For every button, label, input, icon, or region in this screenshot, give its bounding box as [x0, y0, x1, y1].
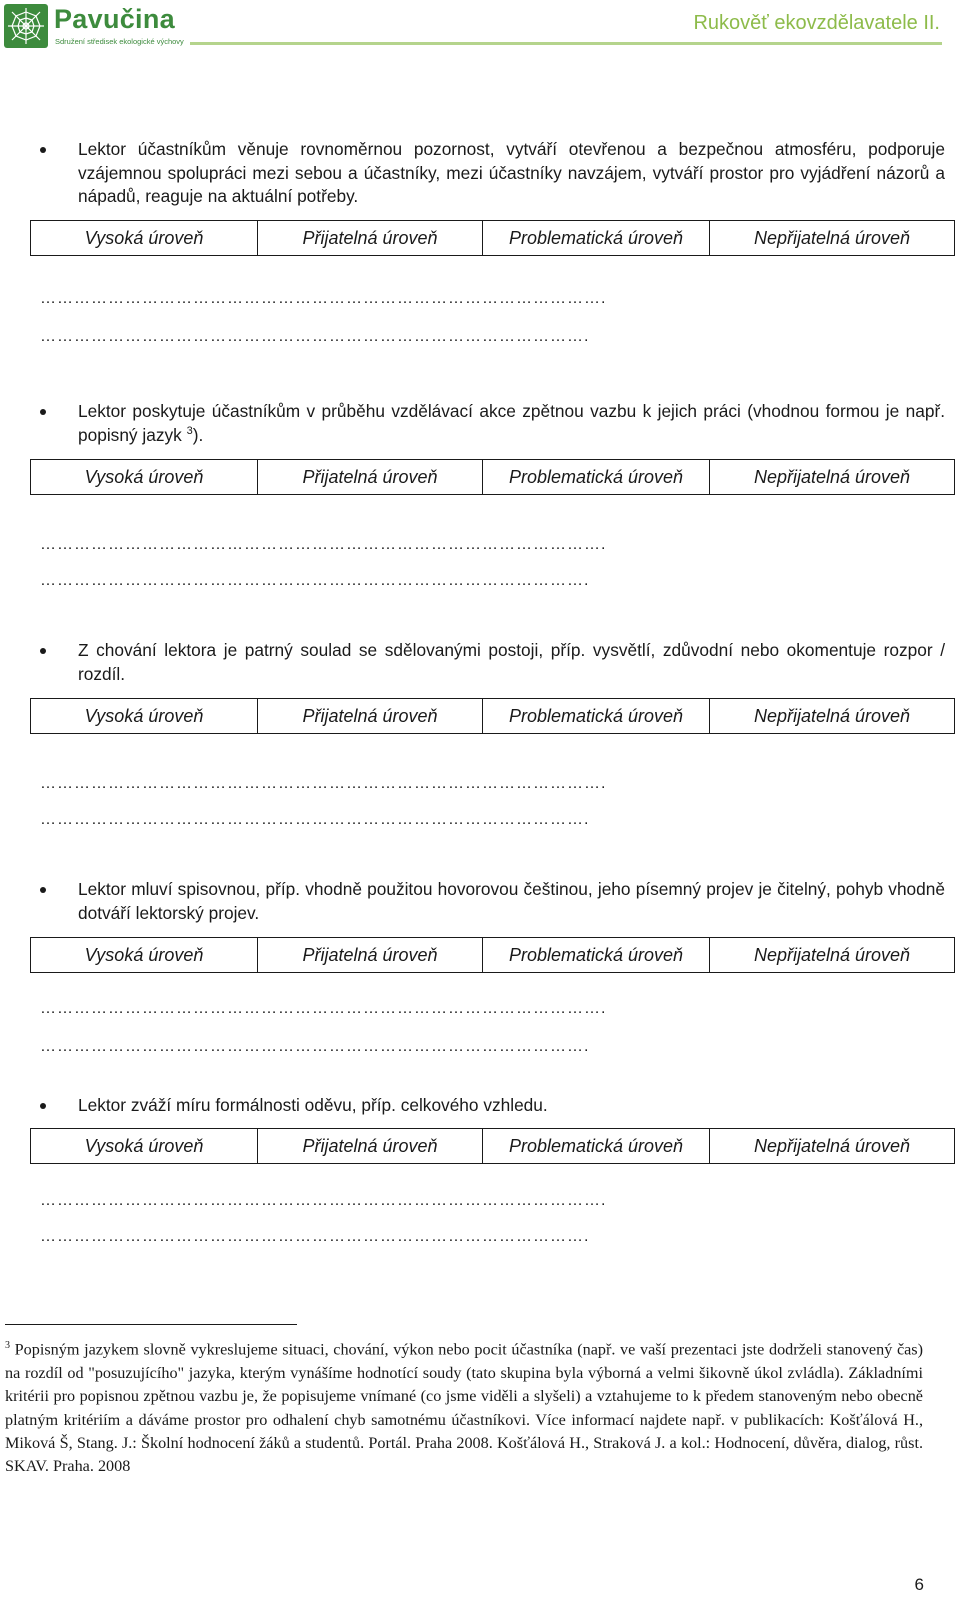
notes-line[interactable]: ………………………………………………………………………………………. — [40, 290, 607, 307]
footnote-reference[interactable]: 3 — [186, 424, 193, 437]
document-title: Rukověť ekovzdělavatele II. — [693, 12, 940, 34]
rating-unacceptable[interactable]: Nepřijatelná úroveň — [753, 466, 911, 487]
criterion-text — [78, 400, 945, 447]
rating-high[interactable]: Vysoká úroveň — [31, 1129, 258, 1163]
spiderweb-logo-icon — [4, 4, 48, 48]
notes-line[interactable]: ……………………………………………………………………………………. — [40, 1038, 590, 1055]
criterion-text: Lektor účastníkům věnuje rovnoměrnou pozornost, vytváří otevřenou a bezpečnou atmosféru, podporuje vzájemnou spolupráci mezi sebou a účastníky, mezi účastníky navzájem, vytváří prostor pro vyjádření názorů a nápadů, reaguje na aktuální potřeby. — [78, 139, 945, 206]
rating-scale — [30, 698, 955, 734]
rating-unacceptable[interactable]: Nepřijatelná úroveň — [753, 705, 911, 726]
rating-unacceptable[interactable]: Nepřijatelná úroveň — [753, 944, 911, 965]
notes-line[interactable]: ………………………………………………………………………………………. — [40, 536, 607, 553]
rating-scale — [30, 937, 955, 973]
notes-line[interactable]: ……………………………………………………………………………………. — [40, 572, 590, 589]
bullet-icon — [40, 887, 46, 893]
rating-problematic[interactable]: Problematická úroveň — [483, 1129, 710, 1163]
rating-acceptable[interactable]: Přijatelná úroveň — [258, 1129, 483, 1163]
bullet-icon — [40, 147, 46, 153]
logo-subtitle: Sdružení středisek ekologické výchovy — [55, 37, 184, 46]
notes-line[interactable]: ……………………………………………………………………………………. — [40, 1228, 590, 1245]
bullet-icon — [40, 648, 46, 654]
page-header — [0, 0, 960, 50]
logo-wordmark: Pavučina — [54, 4, 175, 34]
notes-line[interactable]: ………………………………………………………………………………………. — [40, 775, 607, 792]
rating-problematic[interactable]: Problematická úroveň — [483, 221, 710, 255]
rating-high[interactable]: Vysoká úroveň — [31, 460, 258, 494]
rating-acceptable[interactable]: Přijatelná úroveň — [258, 460, 483, 494]
bullet-icon — [40, 409, 46, 415]
rating-scale — [30, 1128, 955, 1164]
criterion-text-main: Lektor poskytuje účastníkům v průběhu vzdělávací akce zpětnou vazbu k jejich práci (vhodnou formou je např. popisný jazyk — [78, 401, 945, 445]
notes-line[interactable]: ……………………………………………………………………………………. — [40, 328, 590, 345]
rating-problematic[interactable]: Problematická úroveň — [483, 460, 710, 494]
criterion-text: Lektor zváží míru formálnosti oděvu, příp. celkového vzhledu. — [78, 1095, 548, 1115]
notes-line[interactable]: ………………………………………………………………………………………. — [40, 1000, 607, 1017]
notes-line[interactable]: ………………………………………………………………………………………. — [40, 1192, 607, 1209]
rating-unacceptable[interactable]: Nepřijatelná úroveň — [753, 227, 911, 248]
rating-unacceptable[interactable]: Nepřijatelná úroveň — [753, 1135, 911, 1156]
rating-high[interactable]: Vysoká úroveň — [31, 221, 258, 255]
notes-line[interactable]: ……………………………………………………………………………………. — [40, 811, 590, 828]
pavucina-logo — [4, 4, 194, 48]
rating-scale — [30, 220, 955, 256]
page-number: 6 — [914, 1575, 924, 1594]
rating-scale — [30, 459, 955, 495]
criterion-text: Lektor mluví spisovnou, příp. vhodně použitou hovorovou češtinou, jeho písemný projev je čitelný, pohyb vhodně dotváří lektorský projev. — [78, 879, 945, 923]
rating-acceptable[interactable]: Přijatelná úroveň — [258, 221, 483, 255]
footnote — [5, 1334, 923, 1479]
rating-high[interactable]: Vysoká úroveň — [31, 938, 258, 972]
criterion-text: Z chování lektora je patrný soulad se sdělovanými postoji, příp. vysvětlí, zdůvodní nebo okomentuje rozpor / rozdíl. — [78, 640, 945, 684]
footnote-text: Popisným jazykem slovně vykreslujeme situaci, chování, výkon nebo pocit účastníka (např. ve vaší prezentaci jste dodrželi stanovený čas) na rozdíl od "posuzujícího" jazyka, kterým vynášíme hodnotící soudy (tato skupina byla výborná a velmi šikovně úkol zvládla). Základními kritérii pro popisnou zpětnou vazbu je, že popisujeme vnímané (co jsme viděli a slyšeli) a vztahujeme to k předem stanoveným nebo obecně platným kritériím a dáváme prostor pro odhalení chyb samotnému účastníkovi. Více informací najdete např. v publikacích: Košťálová H., Miková Š, Stang. J.: Školní hodnocení žáků a studentů. Portál. Praha 2008. Košťálová H., Straková J. a kol.: Hodnocení, důvěra, dialog, růst. SKAV. Praha. 2008 — [5, 1340, 923, 1476]
rating-problematic[interactable]: Problematická úroveň — [483, 699, 710, 733]
footnote-separator — [5, 1324, 297, 1325]
footnote-number: 3 — [5, 1340, 10, 1351]
rating-acceptable[interactable]: Přijatelná úroveň — [258, 938, 483, 972]
rating-high[interactable]: Vysoká úroveň — [31, 699, 258, 733]
rating-acceptable[interactable]: Přijatelná úroveň — [258, 699, 483, 733]
criterion-text-end: ). — [192, 424, 204, 445]
bullet-icon — [40, 1103, 46, 1109]
rating-problematic[interactable]: Problematická úroveň — [483, 938, 710, 972]
header-divider — [190, 42, 942, 45]
